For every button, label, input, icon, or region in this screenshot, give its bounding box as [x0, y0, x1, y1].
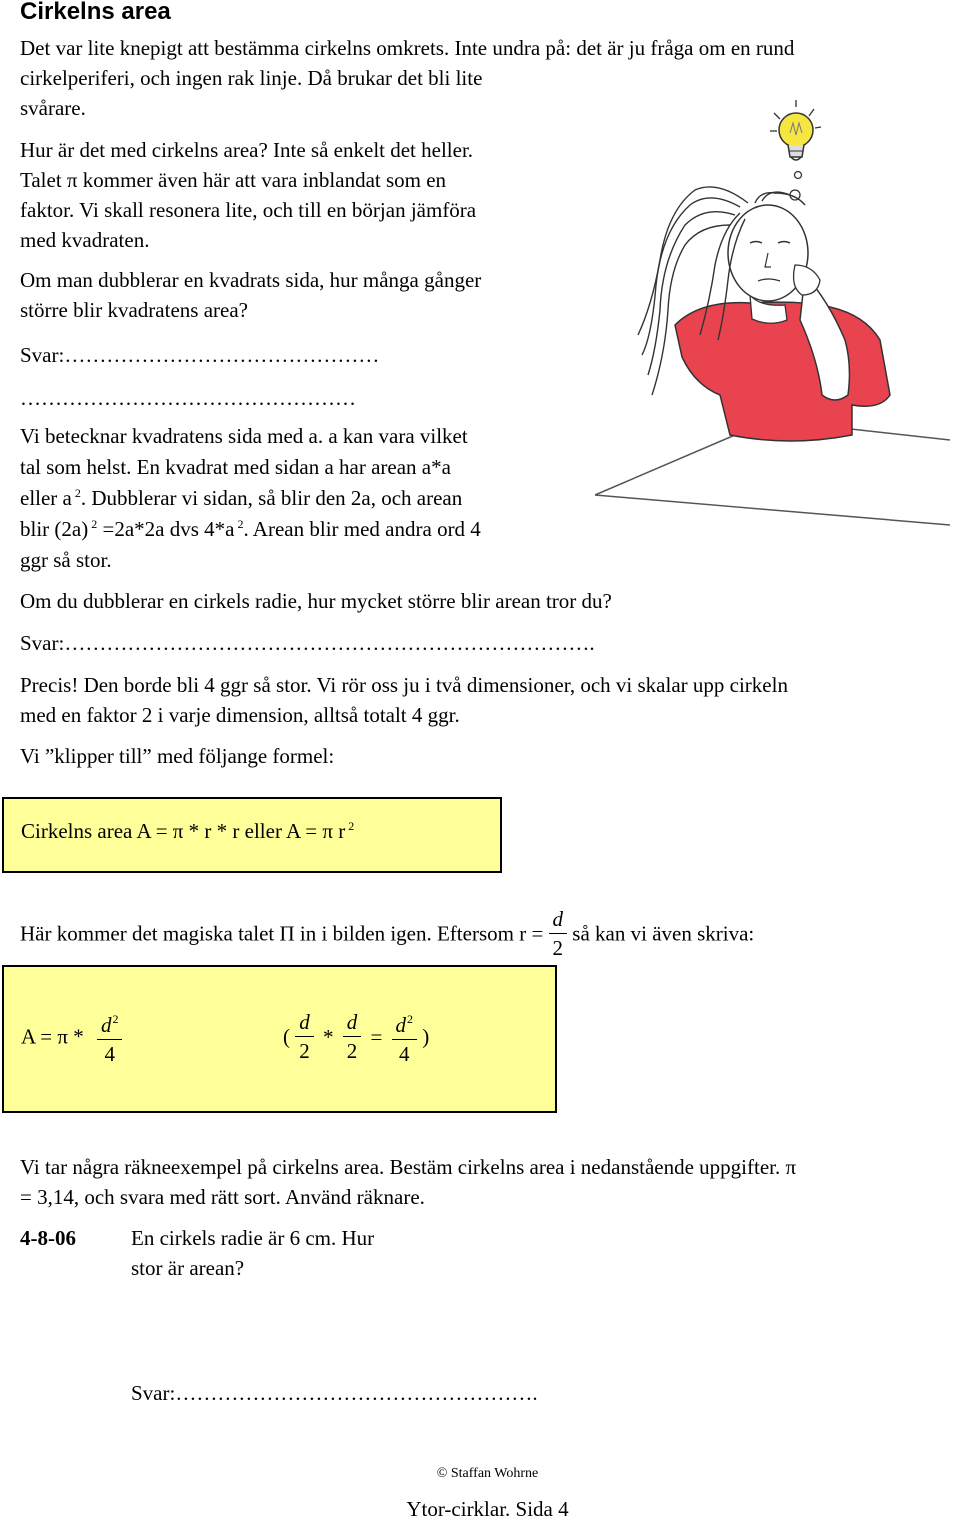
answer-line-1b[interactable]: [20, 383, 356, 413]
answer-dots: ………………………………………: [64, 343, 380, 367]
answer-dots: …………………………………………: [20, 386, 356, 410]
answer-label: Svar:: [20, 631, 65, 655]
answer-line-1[interactable]: [20, 340, 379, 370]
fraction-d-over-2: $\frac{d}{2}$: [549, 905, 568, 962]
exercise-intro: Vi tar några räkneexempel på cirkelns area. Bestäm cirkelns area i nedanstående uppgifter. π = 3,14, och svara med rätt sort. Använd räknare.: [20, 1155, 797, 1209]
intro-paragraph: Det var lite knepigt att bestämma cirkelns omkrets. Inte undra på: det är ju fråga om en rund cirkelperiferi, och ingen rak linje. Då brukar det bli lite svårare.: [20, 36, 795, 120]
fraction-d-over-2: $\frac{d}{2}$: [343, 1008, 362, 1065]
diameter-formula: A = π * $\frac{d^2}{4}$ ( $\frac{d}{2}$ * $\frac{d}{2}$ = $\frac{d^2}{4}$ ): [21, 1005, 429, 1068]
formula-intro: Vi ”klipper till” med följange formel:: [20, 744, 335, 768]
copyright: © Staffan Wohrne: [436, 1466, 539, 1481]
answer-label: Svar:: [131, 1381, 176, 1405]
square-explanation: Vi betecknar kvadratens sida med a. a kan vara vilket tal som helst. En kvadrat med sidan a har arean a*a eller a $^2$. Dubblerar vi sidan, så blir den 2a, och arean blir (2a) $^2$ =2a*2a dvs 4*a $^2$. Arean blir med andra ord 4 ggr så stor.: [20, 424, 481, 572]
diameter-paragraph: Här kommer det magiska talet Π in i bilden igen. Eftersom r = $\frac{d}{2}$ så kan vi även skriva:: [20, 907, 755, 960]
answer-dots: ………………………………………………………………….: [64, 631, 595, 655]
explanation-paragraph: Precis! Den borde bli 4 ggr så stor. Vi rör oss ju i två dimensioner, och vi skalar upp cirkeln med en faktor 2 i varje dimension, alltså totalt 4 ggr.: [20, 673, 788, 727]
answer-label: Svar:: [20, 343, 65, 367]
answer-line-3[interactable]: [131, 1378, 538, 1408]
light-bulb-icon: [770, 100, 821, 200]
fraction-d2-over-4: $\frac{d^2}{4}$: [97, 1005, 123, 1068]
thinking-girl-illustration: [590, 95, 950, 545]
task-text: En cirkels radie är 6 cm. Hur stor är arean?: [131, 1226, 375, 1280]
fraction-d2-over-4: $\frac{d^2}{4}$: [392, 1005, 418, 1068]
circle-doubling-question: Om du dubblerar en cirkels radie, hur mycket större blir arean tror du?: [20, 589, 612, 613]
task-number: 4-8-06: [20, 1226, 76, 1250]
fraction-d-over-2: $\frac{d}{2}$: [295, 1008, 314, 1065]
area-formula: Cirkelns area A = π * r * r eller A = π r $^2$: [21, 819, 355, 843]
diameter-formula-box: [2, 965, 557, 1113]
square-question-paragraph: Om man dubblerar en kvadrats sida, hur många gånger större blir kvadratens area?: [20, 268, 482, 322]
area-formula-box: [2, 797, 502, 873]
circle-area-question-paragraph: Hur är det med cirkelns area? Inte så enkelt det heller. Talet π kommer även här att vara inblandat som en faktor. Vi skall resonera lite, och till en början jämföra med kvadraten.: [20, 138, 477, 252]
page-footer: Ytor-cirklar. Sida 4: [406, 1497, 569, 1521]
answer-line-2[interactable]: [20, 628, 595, 658]
page-title: Cirkelns area: [20, 0, 171, 25]
answer-dots: …………………………………………….: [175, 1381, 538, 1405]
